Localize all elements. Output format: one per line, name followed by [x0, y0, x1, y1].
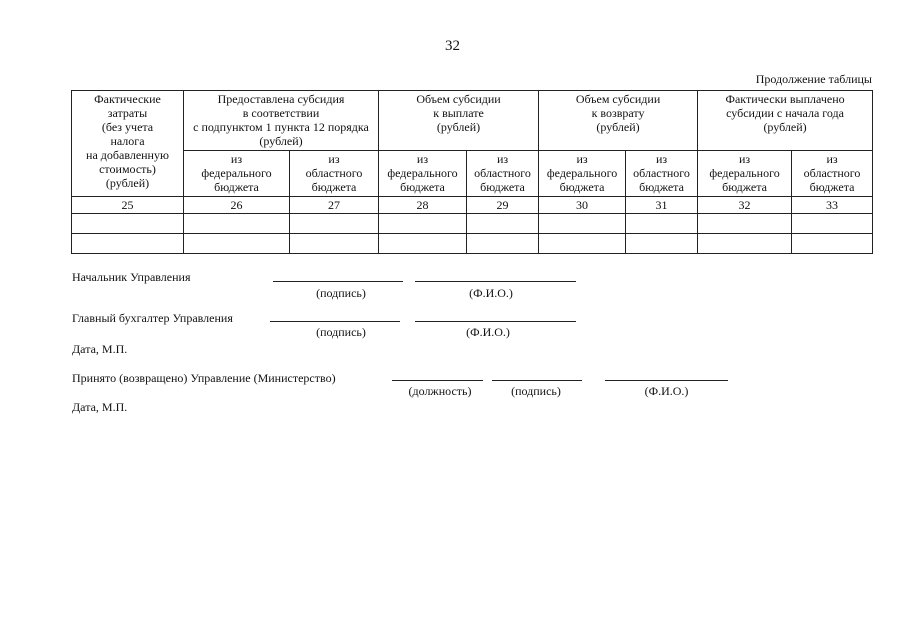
subheader-regional: из областного бюджета	[792, 151, 873, 197]
subheader-row	[72, 151, 873, 197]
header-actual-costs: Фактические затраты (без учета налога на добавленную стоимость) (рублей)	[72, 91, 184, 197]
accepted-label: Принято (возвращено) Управление (Министерство)	[72, 371, 336, 385]
table-cell	[539, 214, 626, 234]
header-group-provided: Предоставлена субсидия в соответствии с подпунктом 1 пункта 12 порядка (рублей)	[184, 91, 379, 151]
chief-accountant-label: Главный бухгалтер Управления	[72, 311, 233, 325]
accepted-fio-caption: (Ф.И.О.)	[644, 384, 689, 398]
column-numbers-row	[72, 197, 873, 214]
column-number: 26	[184, 197, 290, 214]
head-of-department-label: Начальник Управления	[72, 270, 191, 284]
head-signature-line	[273, 281, 403, 282]
table-cell	[379, 234, 467, 254]
column-number: 29	[467, 197, 539, 214]
table-cell	[290, 234, 379, 254]
subsidy-table	[71, 90, 873, 254]
empty-row	[72, 214, 873, 234]
head-signature-caption: (подпись)	[316, 286, 366, 300]
date-stamp-label: Дата, М.П.	[72, 342, 128, 356]
table-cell	[467, 234, 539, 254]
table-cell	[184, 214, 290, 234]
accepted-position-line	[392, 380, 483, 381]
table-cell	[626, 234, 698, 254]
accountant-signature-line	[270, 321, 400, 322]
head-fio-line	[415, 281, 576, 282]
table-cell	[698, 234, 792, 254]
accepted-fio-line	[605, 380, 728, 381]
accountant-fio-line	[415, 321, 576, 322]
accepted-signature-line	[492, 380, 582, 381]
accepted-signature-caption: (подпись)	[511, 384, 561, 398]
header-group-to-pay: Объем субсидии к выплате (рублей)	[379, 91, 539, 151]
table-cell	[72, 234, 184, 254]
subheader-regional: из областного бюджета	[467, 151, 539, 197]
column-number: 25	[72, 197, 184, 214]
subheader-federal: из федерального бюджета	[184, 151, 290, 197]
column-number: 27	[290, 197, 379, 214]
accountant-signature-caption: (подпись)	[316, 325, 366, 339]
empty-row	[72, 234, 873, 254]
subheader-federal: из федерального бюджета	[379, 151, 467, 197]
header-row	[72, 91, 873, 151]
continuation-label: Продолжение таблицы	[755, 72, 872, 86]
subheader-federal: из федерального бюджета	[698, 151, 792, 197]
column-number: 28	[379, 197, 467, 214]
page-number: 32	[445, 38, 460, 54]
table-cell	[379, 214, 467, 234]
table-cell	[184, 234, 290, 254]
table-cell	[792, 214, 873, 234]
head-fio-caption: (Ф.И.О.)	[469, 286, 513, 300]
subheader-regional: из областного бюджета	[290, 151, 379, 197]
table-cell	[290, 214, 379, 234]
header-group-to-return: Объем субсидии к возврату (рублей)	[539, 91, 698, 151]
table-cell	[72, 214, 184, 234]
table-cell	[698, 214, 792, 234]
subheader-federal: из федерального бюджета	[539, 151, 626, 197]
table-cell	[467, 214, 539, 234]
column-number: 32	[698, 197, 792, 214]
table-cell	[792, 234, 873, 254]
header-group-paid-ytd: Фактически выплачено субсидии с начала года (рублей)	[698, 91, 873, 151]
accountant-fio-caption: (Ф.И.О.)	[466, 325, 510, 339]
column-number: 31	[626, 197, 698, 214]
date-stamp-label: Дата, М.П.	[72, 400, 128, 414]
column-number: 33	[792, 197, 873, 214]
column-number: 30	[539, 197, 626, 214]
table-cell	[626, 214, 698, 234]
accepted-position-caption: (должность)	[408, 384, 472, 398]
subheader-regional: из областного бюджета	[626, 151, 698, 197]
table-cell	[539, 234, 626, 254]
